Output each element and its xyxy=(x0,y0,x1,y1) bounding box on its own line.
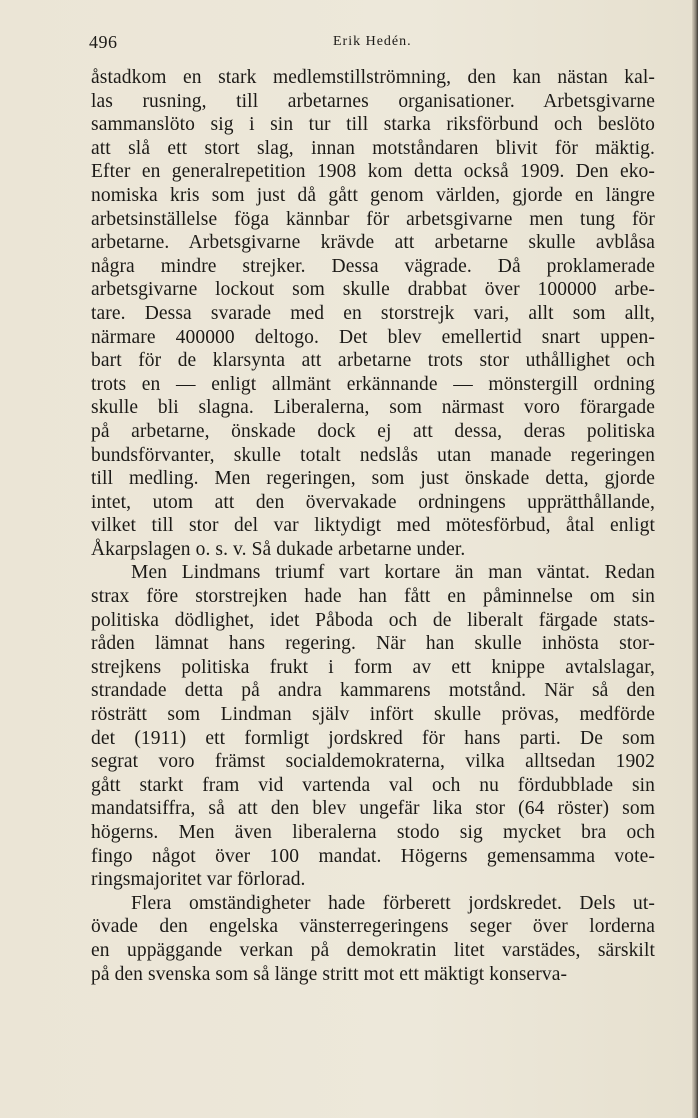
page-edge-shadow xyxy=(692,0,698,1118)
text-line: strejkens politiska frukt i form av ett knippe avtalslagar, xyxy=(91,656,655,678)
running-head-author: Erik Hedén. xyxy=(333,34,412,49)
text-line: sammanslöto sig i sin tur till starka riksförbund och beslöto xyxy=(91,114,655,136)
text-line: las rusning, till arbetarnes organisationer. Arbetsgivarne xyxy=(91,90,655,112)
text-line: Åkarpslagen o. s. v. Så dukade arbetarne under. xyxy=(91,538,466,560)
text-line: på den svenska som så länge stritt mot ett mäktigt konserva- xyxy=(91,963,568,985)
text-line: åstadkom en stark medlemstillströmning, den kan nästan kal- xyxy=(91,67,655,88)
text-line: arbetsgivarne lockout som skulle drabbat över 100000 arbe- xyxy=(91,279,655,301)
text-line: arbetsinställelse föga kännbar för arbetsgivarne men tung för xyxy=(91,208,655,230)
text-line: på arbetarne, önskade dock ej att dessa, deras politiska xyxy=(91,420,655,442)
text-line: Flera omständigheter hade förberett jordskredet. Dels ut- xyxy=(131,892,655,914)
text-line: Efter en generalrepetition 1908 kom detta också 1909. Den eko- xyxy=(91,161,655,183)
text-line: tare. Dessa svarade med en storstrejk vari, allt som allt, xyxy=(91,302,655,324)
text-line: vilket till stor del var liktydigt med mötesförbud, åtal enligt xyxy=(91,515,655,537)
text-line: fingo något över 100 mandat. Högerns gemensamma vote- xyxy=(91,845,655,867)
text-line: politiska dödlighet, idet Påboda och de liberalt färgade stats- xyxy=(91,609,655,631)
text-line: rösträtt som Lindman själv infört skulle prövas, medförde xyxy=(91,704,655,726)
text-line: ringsmajoritet var förlorad. xyxy=(91,869,306,891)
text-line: till medling. Men regeringen, som just önskade detta, gjorde xyxy=(91,468,655,490)
text-line: Men Lindmans triumf vart kortare än man väntat. Redan xyxy=(131,562,655,584)
page-header xyxy=(89,32,655,54)
text-line: en uppäggande verkan på demokratin litet varstädes, särskilt xyxy=(91,939,655,961)
text-line: nomiska kris som just då gått genom världen, gjorde en längre xyxy=(91,184,655,206)
text-line: några mindre strejker. Dessa vägrade. Då proklamerade xyxy=(91,255,655,277)
text-line: gått starkt fram vid vartenda val och nu fördubblade sin xyxy=(91,774,655,796)
text-line: bart för de klarsynta att arbetarne trots stor uthållighet och xyxy=(91,350,655,372)
text-line: övade den engelska vänsterregeringens seger över lorderna xyxy=(91,916,655,938)
text-line: strax före storstrejken hade han fått en påminnelse om sin xyxy=(91,586,655,608)
text-line: högerns. Men även liberalerna stodo sig mycket bra och xyxy=(91,822,655,843)
text-line: mandatsiffra, så att den blev ungefär lika stor (64 röster) som xyxy=(91,798,655,820)
text-line: det (1911) ett formligt jordskred för hans parti. De som xyxy=(91,727,655,749)
text-line: närmare 400000 deltogo. Det blev emellertid snart uppen- xyxy=(91,326,655,348)
text-line: segrat voro främst socialdemokraterna, vilka alltsedan 1902 xyxy=(91,751,655,773)
page-number: 496 xyxy=(89,32,118,52)
text-line: intet, utom att den övervakade ordningens upprätthållande, xyxy=(91,491,655,513)
text-line: bundsförvanter, skulle totalt nedslås utan manade regeringen xyxy=(91,444,655,466)
body-text xyxy=(91,66,655,986)
text-line: strandade detta på andra kammarens motstånd. När så den xyxy=(91,680,655,702)
text-line: trots en — enligt allmänt erkännande — mönstergill ordning xyxy=(91,373,655,395)
text-line: att slå ett stort slag, innan motståndaren blivit för mäktig. xyxy=(91,137,655,159)
text-line: råden lämnat hans regering. När han skulle inhösta stor- xyxy=(91,633,655,655)
text-line: skulle bli slagna. Liberalerna, som närmast voro förargade xyxy=(91,397,655,419)
text-line: arbetarne. Arbetsgivarne krävde att arbetarne skulle avblåsa xyxy=(91,232,655,254)
